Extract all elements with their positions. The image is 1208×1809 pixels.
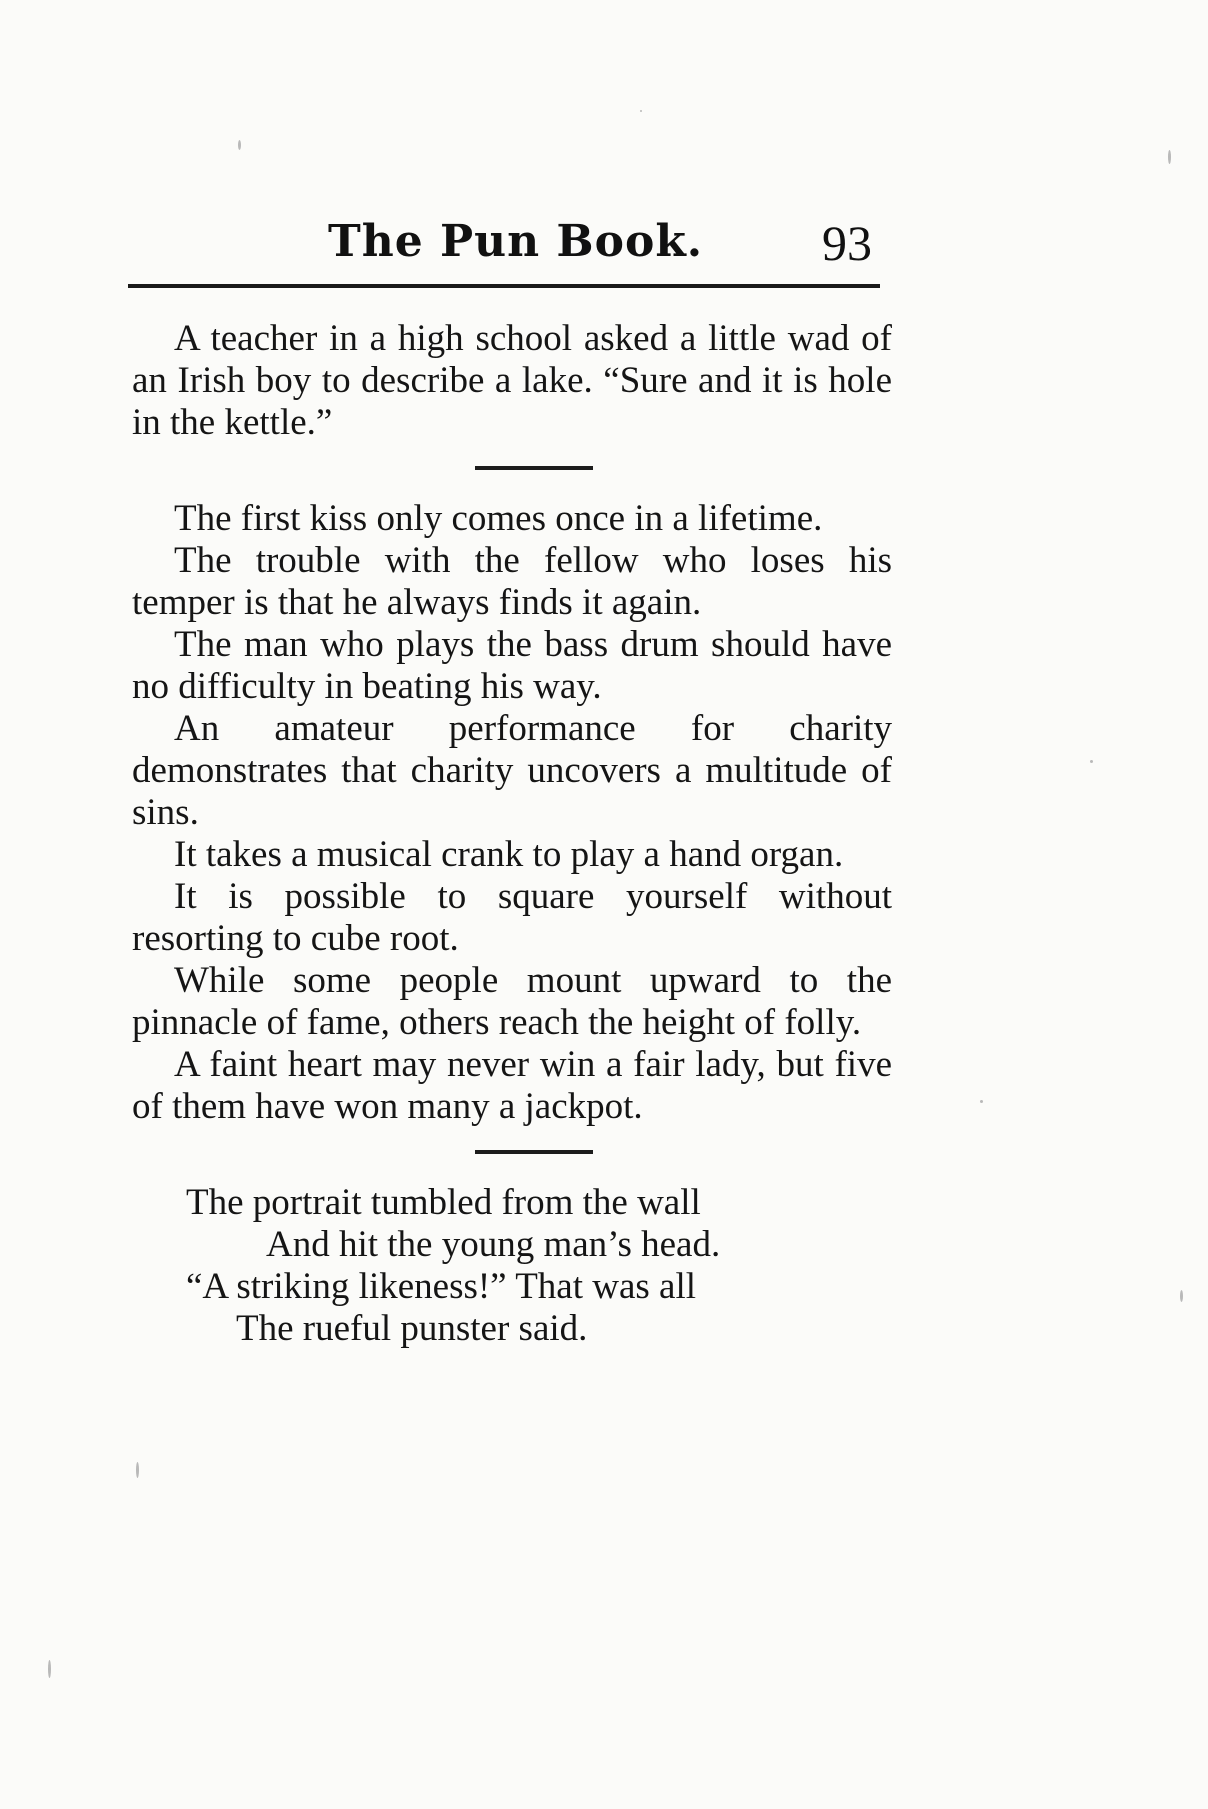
paper-speck xyxy=(1168,150,1171,164)
verse-stanza xyxy=(132,1182,892,1350)
paper-speck xyxy=(980,1100,983,1103)
paper-speck xyxy=(238,140,241,150)
verse-line: And hit the young man’s head. xyxy=(266,1224,721,1265)
paragraph-pinnacle-of-fame: While some people mount upward to the pinnacle of fame, others reach the height of folly. xyxy=(132,960,892,1043)
verse-line: The portrait tumbled from the wall xyxy=(186,1182,701,1223)
paper-speck xyxy=(640,110,642,112)
section-divider xyxy=(475,466,593,470)
section-divider xyxy=(475,1150,593,1154)
paragraph-charity: An amateur performance for charity demonstrates that charity uncovers a multitude of sins. xyxy=(132,708,892,833)
verse-line: “A striking likeness!” That was all xyxy=(186,1266,697,1307)
paragraph-temper: The trouble with the fellow who loses his temper is that he always finds it again. xyxy=(132,540,892,623)
running-title: The Pun Book. xyxy=(328,216,704,267)
page-header xyxy=(128,212,880,292)
page-number: 93 xyxy=(822,215,872,271)
paragraph-faint-heart: A faint heart may never win a fair lady, but five of them have won many a jackpot. xyxy=(132,1044,892,1127)
paper-speck xyxy=(48,1660,51,1678)
paragraph-teacher-joke: A teacher in a high school asked a little wad of an Irish boy to describe a lake. “Sure and it is hole in the kettle.” xyxy=(132,318,892,443)
paper-speck xyxy=(1090,760,1093,763)
paragraph-hand-organ: It takes a musical crank to play a hand organ. xyxy=(174,834,844,875)
paper-speck xyxy=(136,1462,139,1478)
paragraph-cube-root: It is possible to square yourself without resorting to cube root. xyxy=(132,876,892,959)
paragraph-bass-drum: The man who plays the bass drum should have no difficulty in beating his way. xyxy=(132,624,892,707)
page-body xyxy=(132,318,892,1350)
header-rule xyxy=(128,284,880,288)
paper-speck xyxy=(1180,1290,1183,1302)
verse-line: The rueful punster said. xyxy=(236,1308,588,1349)
paragraph-first-kiss: The first kiss only comes once in a lifetime. xyxy=(174,498,823,539)
